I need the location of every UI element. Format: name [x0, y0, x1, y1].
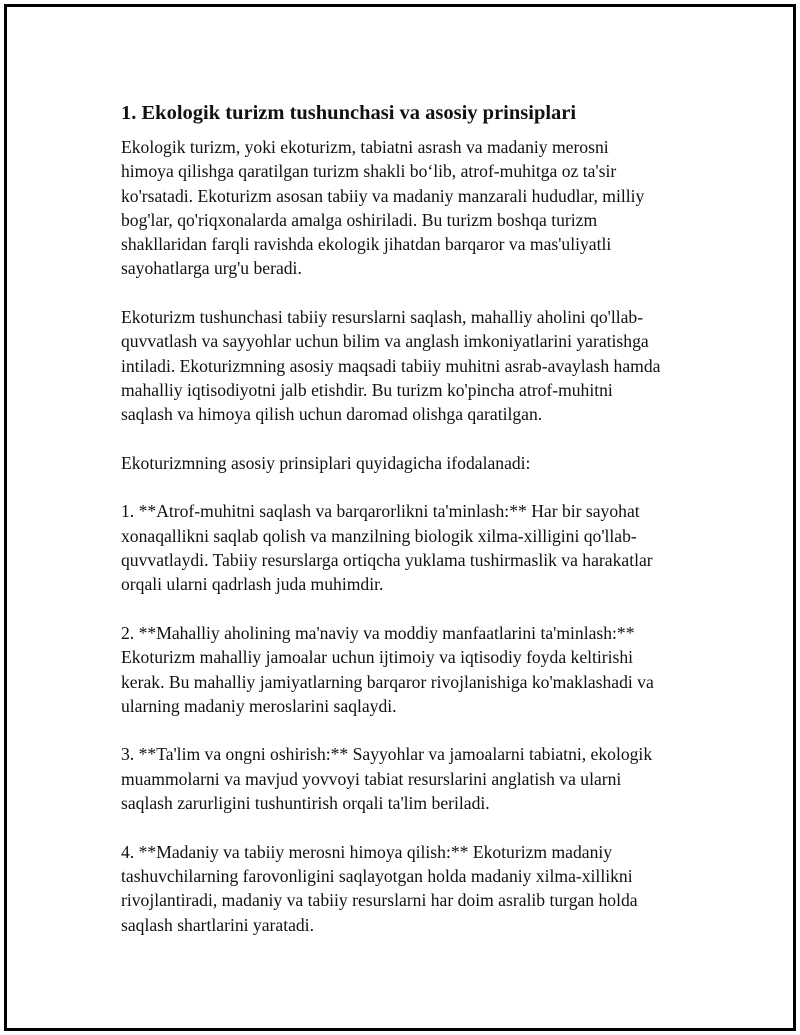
text-line: quvvatlash va sayyohlar uchun bilim va anglash imkoniyatlarini yaratishga [121, 331, 649, 352]
text-line: bog'lar, qo'riqxonalarda amalga oshiriladi. Bu turizm boshqa turizm [121, 209, 598, 230]
text-line: Ekoturizmning asosiy prinsiplari quyidagicha ifodalanadi: [121, 452, 531, 473]
text-line: 4. **Madaniy va tabiiy merosni himoya qilish:** Ekoturizm madaniy [121, 841, 613, 862]
text-line: 1. **Atrof-muhitni saqlash va barqarorlikni ta'minlash:** Har bir sayohat [121, 501, 640, 522]
text-line: ko'rsatadi. Ekoturizm asosan tabiiy va madaniy manzarali hududlar, milliy [121, 185, 645, 206]
section-heading: 1. Ekologik turizm tushunchasi va asosiy prinsiplari [121, 102, 577, 124]
text-line: xonaqallikni saqlab qolish va manzilning biologik xilma-xilligini qo'llab- [121, 525, 637, 546]
principle-item-3 [121, 742, 701, 815]
text-line: ularning madaniy meroslarini saqlaydi. [121, 695, 397, 716]
text-line: shakllaridan farqli ravishda ekologik jihatdan barqaror va mas'uliyatli [121, 234, 612, 255]
page-frame [4, 4, 796, 1031]
principle-item-4 [121, 840, 701, 937]
text-line: tashuvchilarning farovonligini saqlayotgan holda madaniy xilma-xillikni [121, 865, 633, 886]
text-line: muammolarni va mavjud yovvoyi tabiat resurslarini anglatish va ularni [121, 768, 622, 789]
paragraph-intro [121, 135, 701, 281]
text-line: kerak. Bu mahalliy jamiyatlarning barqaror rivojlanishiga ko'maklashadi va [121, 671, 654, 692]
paragraph-principles-intro [121, 451, 701, 475]
text-line: 2. **Mahalliy aholining ma'naviy va moddiy manfaatlarini ta'minlash:** [121, 622, 635, 643]
text-line: saqlash shartlarini yaratadi. [121, 914, 314, 935]
text-line: Ekoturizm mahalliy jamoalar uchun ijtimoiy va iqtisodiy foyda keltirishi [121, 647, 634, 668]
document-body [121, 99, 701, 961]
text-line: quvvatlaydi. Tabiiy resurslarga ortiqcha yuklama tushirmaslik va harakatlar [121, 550, 653, 571]
principle-item-2 [121, 621, 701, 718]
text-line: intiladi. Ekoturizmning asosiy maqsadi tabiiy muhitni asrab-avaylash hamda [121, 355, 661, 376]
text-line: saqlash zarurligini tushuntirish orqali ta'lim beriladi. [121, 793, 490, 814]
text-line: himoya qilishga qaratilgan turizm shakli bo‘lib, atrof-muhitga oz ta'sir [121, 161, 617, 182]
text-line: sayohatlarga urg'u beradi. [121, 258, 302, 279]
principle-item-1 [121, 499, 701, 596]
text-line: rivojlantiradi, madaniy va tabiiy resurslarni har doim asralib turgan holda [121, 890, 638, 911]
paragraph-concept [121, 305, 701, 426]
text-line: mahalliy iqtisodiyotni jalb etishdir. Bu turizm ko'pincha atrof-muhitni [121, 379, 613, 400]
text-line: Ekoturizm tushunchasi tabiiy resurslarni saqlash, mahalliy aholini qo'llab- [121, 307, 644, 328]
text-line: orqali ularni qadrlash juda muhimdir. [121, 574, 384, 595]
text-line: Ekologik turizm, yoki ekoturizm, tabiatni asrash va madaniy merosni [121, 137, 609, 157]
text-line: saqlash va himoya qilish uchun daromad olishga qaratilgan. [121, 404, 543, 425]
text-line: 3. **Ta'lim va ongni oshirish:** Sayyohlar va jamoalarni tabiatni, ekologik [121, 744, 653, 765]
